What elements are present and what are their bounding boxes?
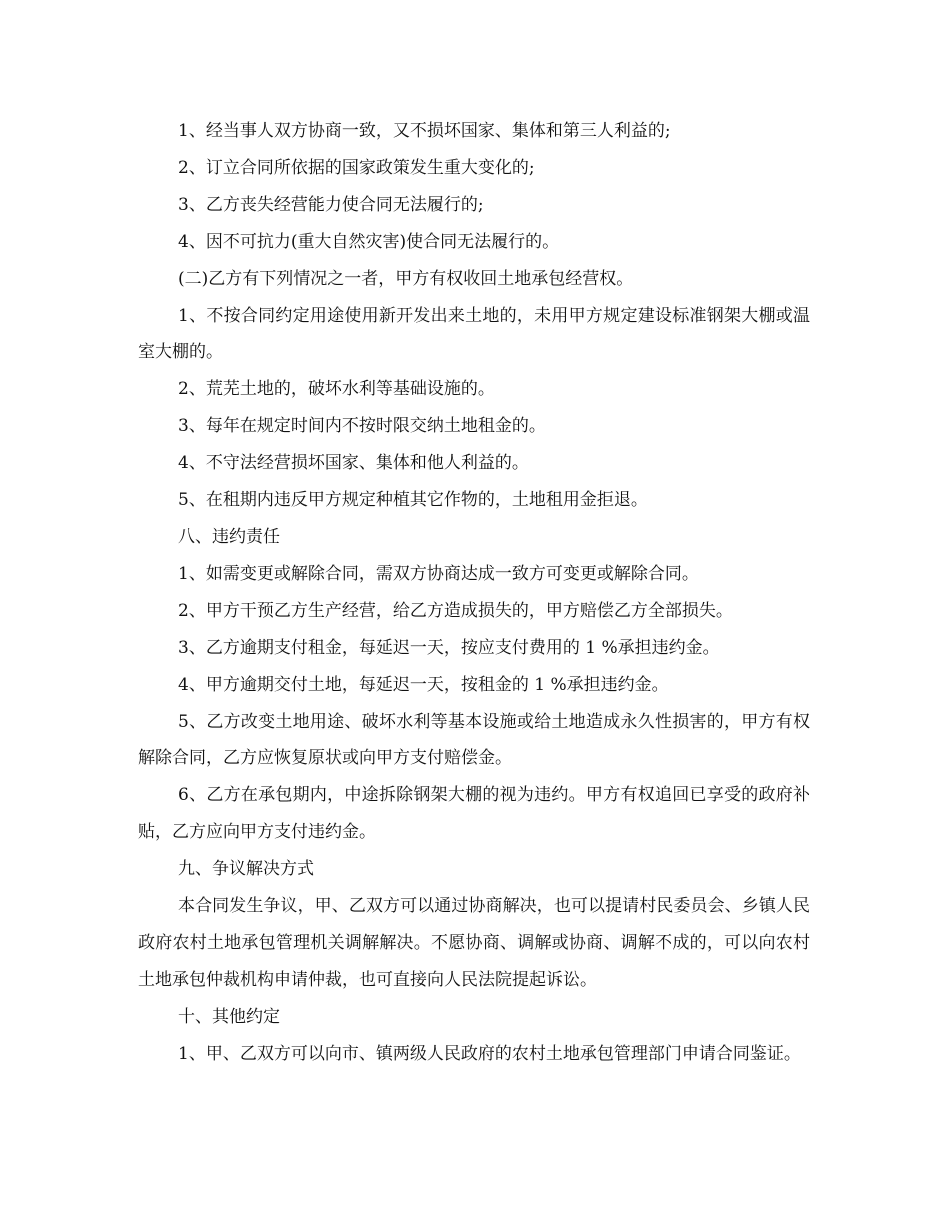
paragraph: 4、因不可抗力(重大自然灾害)使合同无法履行的。 <box>178 231 560 252</box>
paragraph: 4、不守法经营损坏国家、集体和他人利益的。 <box>178 453 529 474</box>
paragraph: 4、甲方逾期交付土地，每延迟一天，按租金的 1 %承担违约金。 <box>178 674 669 695</box>
paragraph: 2、甲方干预乙方生产经营，给乙方造成损失的，甲方赔偿乙方全部损失。 <box>178 600 733 621</box>
paragraph: 1、甲、乙双方可以向市、镇两级人民政府的农村土地承包管理部门申请合同鉴证。 <box>178 1043 801 1064</box>
paragraph: 5、在租期内违反甲方规定种植其它作物的，土地租用金拒退。 <box>178 490 648 511</box>
paragraph: 2、荒芜土地的，破坏水利等基础设施的。 <box>178 379 495 400</box>
paragraph: 5、乙方改变土地用途、破坏水利等基本设施或给土地造成永久性损害的，甲方有权解除合同，乙方应恢复原状或向甲方支付赔偿金。 <box>138 711 810 769</box>
paragraph: 本合同发生争议，甲、乙双方可以通过协商解决，也可以提请村民委员会、乡镇人民政府农村土地承包管理机关调解解决。不愿协商、调解或协商、调解不成的，可以向农村土地承包仲裁机构申请仲裁，也可直接向人民法院提起诉讼。 <box>138 896 810 990</box>
paragraph: 1、经当事人双方协商一致，又不损坏国家、集体和第三人利益的; <box>178 121 671 141</box>
paragraph: 6、乙方在承包期内，中途拆除钢架大棚的视为违约。甲方有权追回已享受的政府补贴，乙方应向甲方支付违约金。 <box>138 785 810 843</box>
section-heading: 十、其他约定 <box>178 1006 280 1027</box>
paragraph: 1、如需变更或解除合同，需双方协商达成一致方可变更或解除合同。 <box>178 563 699 584</box>
paragraph: 2、订立合同所依据的国家政策发生重大变化的; <box>178 157 535 178</box>
paragraph: 3、乙方丧失经营能力使合同无法履行的; <box>178 194 484 215</box>
document-body <box>138 113 810 1073</box>
section-subheading: (二)乙方有下列情况之一者，甲方有权收回土地承包经营权。 <box>178 268 634 289</box>
paragraph: 3、每年在规定时间内不按时限交纳土地租金的。 <box>178 416 546 437</box>
section-heading: 八、违约责任 <box>178 526 280 547</box>
paragraph: 1、不按合同约定用途使用新开发出来土地的，未用甲方规定建设标准钢架大棚或温室大棚的。 <box>138 305 810 363</box>
section-heading: 九、争议解决方式 <box>178 859 314 880</box>
paragraph: 3、乙方逾期支付租金，每延迟一天，按应支付费用的 1 %承担违约金。 <box>178 637 720 658</box>
